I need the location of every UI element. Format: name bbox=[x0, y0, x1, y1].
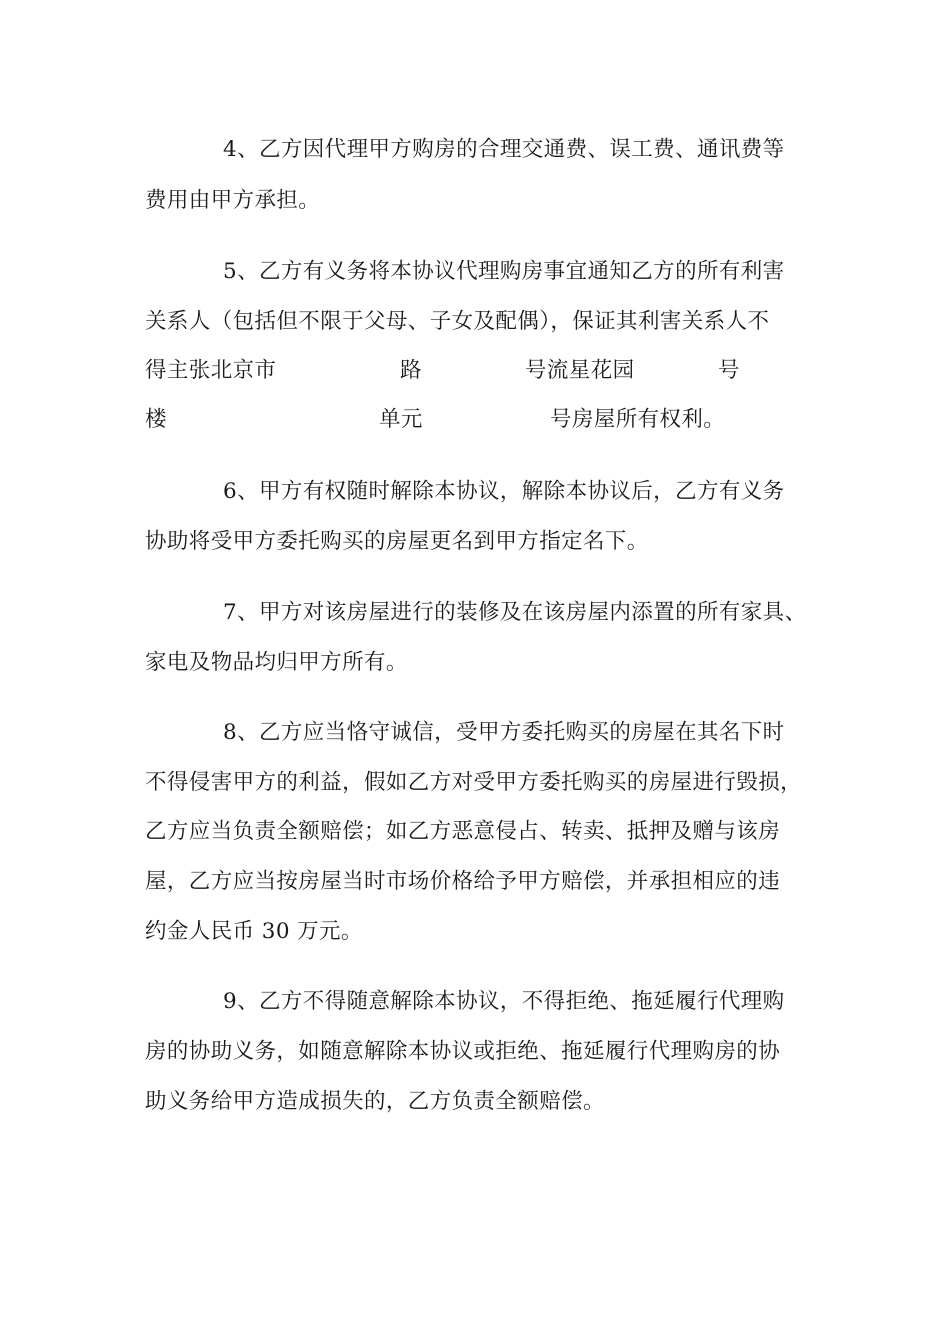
clause-5-line-1: 5、乙方有义务将本协议代理购房事宜通知乙方的所有利害 bbox=[223, 259, 785, 284]
clause-6-line-1: 6、甲方有权随时解除本协议，解除本协议后，乙方有义务 bbox=[223, 479, 785, 504]
address-segment: 路 bbox=[400, 358, 422, 383]
clause-7-line-2: 家电及物品均归甲方所有。 bbox=[145, 650, 408, 675]
clause-8-line-2: 不得侵害甲方的利益，假如乙方对受甲方委托购买的房屋进行毁损， bbox=[145, 770, 803, 795]
address-segment: 得主张北京市 bbox=[145, 358, 277, 383]
clause-8-line-4: 屋，乙方应当按房屋当时市场价格给予甲方赔偿，并承担相应的违 bbox=[145, 869, 781, 894]
clause-4-line-1: 4、乙方因代理甲方购房的合理交通费、误工费、通讯费等 bbox=[223, 137, 785, 162]
clause-9-line-3: 助义务给甲方造成损失的，乙方负责全额赔偿。 bbox=[145, 1089, 605, 1114]
clause-5-line-2: 关系人（包括但不限于父母、子女及配偶），保证其利害关系人不 bbox=[145, 309, 770, 334]
address-segment: 号流星花园 bbox=[525, 358, 635, 383]
address-segment: 楼 bbox=[145, 407, 167, 432]
clause-7-line-1: 7、甲方对该房屋进行的装修及在该房屋内添置的所有家具、 bbox=[223, 600, 807, 625]
clause-8-line-5: 约金人民币 30 万元。 bbox=[145, 919, 363, 944]
address-segment: 单元 bbox=[379, 407, 423, 432]
clause-8-line-1: 8、乙方应当恪守诚信，受甲方委托购买的房屋在其名下时 bbox=[223, 720, 785, 745]
clause-8-line-3: 乙方应当负责全额赔偿；如乙方恶意侵占、转卖、抵押及赠与该房 bbox=[145, 819, 781, 844]
address-segment: 号 bbox=[718, 358, 740, 383]
clause-4-line-2: 费用由甲方承担。 bbox=[145, 188, 321, 213]
clause-6-line-2: 协助将受甲方委托购买的房屋更名到甲方指定名下。 bbox=[145, 529, 649, 554]
address-segment: 号房屋所有权利。 bbox=[550, 407, 726, 432]
clause-9-line-2: 房的协助义务，如随意解除本协议或拒绝、拖延履行代理购房的协 bbox=[145, 1039, 781, 1064]
clause-9-line-1: 9、乙方不得随意解除本协议，不得拒绝、拖延履行代理购 bbox=[223, 989, 785, 1014]
